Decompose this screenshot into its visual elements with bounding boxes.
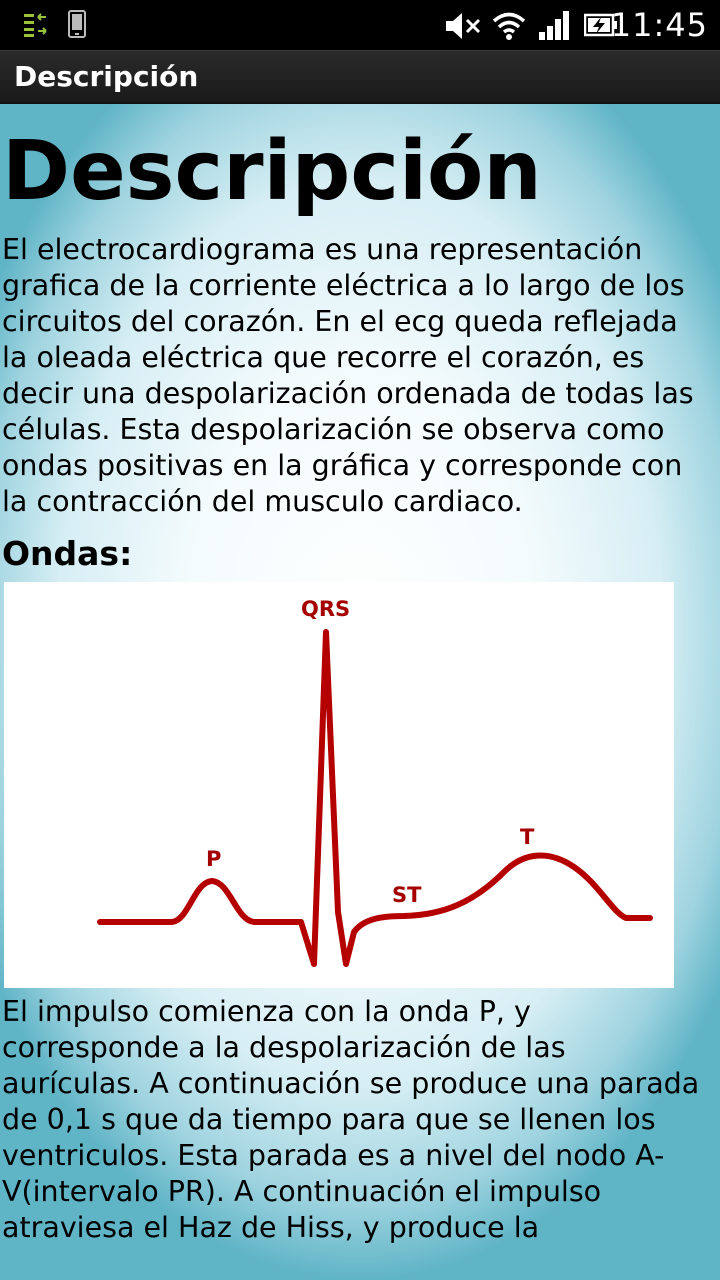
phone-device-icon bbox=[68, 10, 86, 42]
signal-strength-icon bbox=[538, 10, 572, 44]
volume-muted-icon bbox=[446, 12, 482, 44]
ecg-waveform-image bbox=[4, 582, 674, 988]
wave-label-t: T bbox=[520, 825, 535, 849]
impulse-paragraph: El impulso comienza con la onda P, y corresponde a la despolarización de las aurículas. A continuación se produce una parada de 0,1 s que da tiempo para que se llenen los ventriculos. Esta parada es a nivel del nodo A-V(intervalo PR). A continuación el impulso atraviesa el Haz de Hiss, y produce la bbox=[2, 995, 700, 1244]
usb-debug-icon bbox=[24, 12, 48, 42]
status-bar-time: 11:45 bbox=[610, 6, 708, 44]
description-paragraph: El electrocardiograma es una representación grafica de la corriente eléctrica a lo largo de los circuitos del corazón. En el ecg queda reflejada la oleada eléctrica que recorre el corazón, es decir una despolarización ordenada de todas las células. Esta despolarización se observa como ondas positivas en la gráfica y corresponde con la contracción del musculo cardiaco. bbox=[2, 233, 694, 518]
status-bar bbox=[0, 0, 720, 50]
wifi-icon bbox=[492, 10, 526, 44]
page-title: Descripción bbox=[2, 124, 542, 219]
wave-label-qrs: QRS bbox=[301, 597, 351, 621]
action-bar-title: Descripción bbox=[14, 60, 199, 93]
content-body bbox=[0, 122, 720, 1246]
action-bar bbox=[0, 50, 720, 104]
content-scroll-area[interactable] bbox=[0, 104, 720, 1280]
wave-label-st: ST bbox=[392, 883, 422, 907]
section-heading-ondas: Ondas: bbox=[2, 534, 133, 573]
wave-label-p: P bbox=[206, 847, 222, 871]
ecg-waveform-line bbox=[100, 632, 650, 964]
